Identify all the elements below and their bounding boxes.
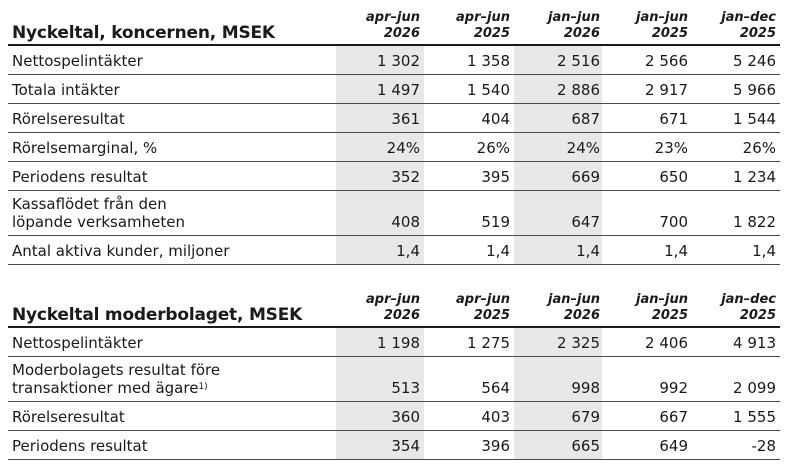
column-header [422, 292, 510, 324]
column-period: jan–jun [636, 292, 688, 307]
row-label-line: Moderbolagets resultat före [12, 361, 221, 379]
row-value: 5 966 [733, 81, 776, 99]
table-header [8, 0, 780, 44]
row-label-line: transaktioner med ägare [12, 379, 199, 397]
row-label-line: Kassaflödet från den [12, 195, 167, 213]
row-label-line: Periodens resultat [12, 437, 148, 455]
column-header [332, 292, 420, 324]
row-value: 403 [481, 408, 510, 426]
row-label [12, 361, 220, 397]
column-year: 2026 [383, 26, 420, 41]
row-label-line: Rörelseresultat [12, 408, 125, 426]
row-value: 650 [659, 168, 688, 186]
row-value: 1 234 [733, 168, 776, 186]
column-header [688, 10, 776, 42]
row-value: 513 [391, 379, 420, 397]
table-row [8, 46, 780, 75]
row-value: 360 [391, 408, 420, 426]
row-value: 687 [571, 110, 600, 128]
row-label [12, 52, 143, 70]
table-koncernen [8, 0, 780, 265]
row-label-line: Rörelseresultat [12, 110, 125, 128]
table-row [8, 191, 780, 236]
row-value: 1 540 [467, 81, 510, 99]
row-label-line: Nettospelintäkter [12, 52, 143, 70]
row-value: 700 [659, 213, 688, 231]
column-year: 2025 [473, 26, 510, 41]
row-value: 2 406 [645, 334, 688, 352]
column-period: apr–jun [366, 292, 420, 307]
row-value: 396 [481, 437, 510, 455]
row-value: 408 [391, 213, 420, 231]
column-year: 2026 [383, 308, 420, 323]
row-label [12, 195, 185, 231]
column-period: apr–jun [366, 10, 420, 25]
column-year: 2026 [563, 308, 600, 323]
row-value: 992 [659, 379, 688, 397]
table-row [8, 431, 780, 460]
column-period: apr–jun [456, 10, 510, 25]
table-row [8, 402, 780, 431]
footnote-marker: 1) [198, 382, 208, 392]
row-value: 669 [571, 168, 600, 186]
row-label-line: Nettospelintäkter [12, 334, 143, 352]
column-header [512, 10, 600, 42]
row-value: 1 275 [467, 334, 510, 352]
row-value: 1,4 [396, 242, 420, 260]
column-period: jan–jun [548, 292, 600, 307]
row-label-line: Totala intäkter [12, 81, 120, 99]
row-value: 1 198 [377, 334, 420, 352]
row-value: 1 544 [733, 110, 776, 128]
column-header [422, 10, 510, 42]
row-value: 679 [571, 408, 600, 426]
column-year: 2025 [739, 308, 776, 323]
row-value: 2 886 [557, 81, 600, 99]
table-title: Nyckeltal, koncernen, MSEK [12, 23, 275, 43]
row-value: 352 [391, 168, 420, 186]
row-value: 354 [391, 437, 420, 455]
row-value: 667 [659, 408, 688, 426]
row-label [12, 168, 148, 186]
column-period: jan–dec [721, 292, 776, 307]
row-value: 1,4 [576, 242, 600, 260]
row-value: 395 [481, 168, 510, 186]
row-label [12, 81, 120, 99]
table-row [8, 104, 780, 133]
row-value: 1,4 [486, 242, 510, 260]
row-value: 361 [391, 110, 420, 128]
row-label [12, 334, 143, 352]
row-value: 1 822 [733, 213, 776, 231]
table-row [8, 357, 780, 402]
column-year: 2025 [651, 26, 688, 41]
table-header [8, 282, 780, 326]
row-value: 2 325 [557, 334, 600, 352]
row-value: 24% [386, 139, 420, 157]
column-year: 2025 [473, 308, 510, 323]
row-value: 4 913 [733, 334, 776, 352]
row-label [12, 139, 157, 157]
row-value: 519 [481, 213, 510, 231]
row-value: 1 555 [733, 408, 776, 426]
row-label-line: Periodens resultat [12, 168, 148, 186]
table-row [8, 75, 780, 104]
row-value: 1,4 [664, 242, 688, 260]
row-value: 5 246 [733, 52, 776, 70]
table-row [8, 328, 780, 357]
table-body [8, 46, 780, 265]
table-row [8, 236, 780, 265]
table-title: Nyckeltal moderbolaget, MSEK [12, 305, 303, 325]
row-value: 1 358 [467, 52, 510, 70]
column-header [688, 292, 776, 324]
row-value: 1 302 [377, 52, 420, 70]
table-row [8, 162, 780, 191]
column-period: jan–jun [636, 10, 688, 25]
row-label [12, 408, 125, 426]
table-body [8, 328, 780, 460]
column-header [600, 292, 688, 324]
column-header [512, 292, 600, 324]
row-value: 1,4 [752, 242, 776, 260]
column-year: 2026 [563, 26, 600, 41]
row-label-line: Rörelsemarginal, % [12, 139, 158, 157]
table-moderbolaget [8, 282, 780, 460]
row-value: 564 [481, 379, 510, 397]
column-header [600, 10, 688, 42]
row-label [12, 242, 229, 260]
row-value: 2 917 [645, 81, 688, 99]
row-label-line: löpande verksamheten [12, 213, 186, 231]
row-label [12, 437, 148, 455]
row-label-line: Antal aktiva kunder, miljoner [12, 242, 230, 260]
row-value: 26% [476, 139, 510, 157]
row-value: 2 566 [645, 52, 688, 70]
column-header [332, 10, 420, 42]
row-value: 2 099 [733, 379, 776, 397]
row-value: 26% [742, 139, 776, 157]
row-value: 671 [659, 110, 688, 128]
row-value: -28 [751, 437, 776, 455]
row-label [12, 110, 125, 128]
row-value: 665 [571, 437, 600, 455]
column-period: jan–jun [548, 10, 600, 25]
table-row [8, 133, 780, 162]
column-period: apr–jun [456, 292, 510, 307]
column-year: 2025 [651, 308, 688, 323]
row-value: 649 [659, 437, 688, 455]
column-year: 2025 [739, 26, 776, 41]
row-value: 404 [481, 110, 510, 128]
row-value: 23% [654, 139, 688, 157]
row-value: 647 [571, 213, 600, 231]
column-period: jan–dec [721, 10, 776, 25]
row-value: 1 497 [377, 81, 420, 99]
row-value: 2 516 [557, 52, 600, 70]
row-value: 24% [566, 139, 600, 157]
row-value: 998 [571, 379, 600, 397]
